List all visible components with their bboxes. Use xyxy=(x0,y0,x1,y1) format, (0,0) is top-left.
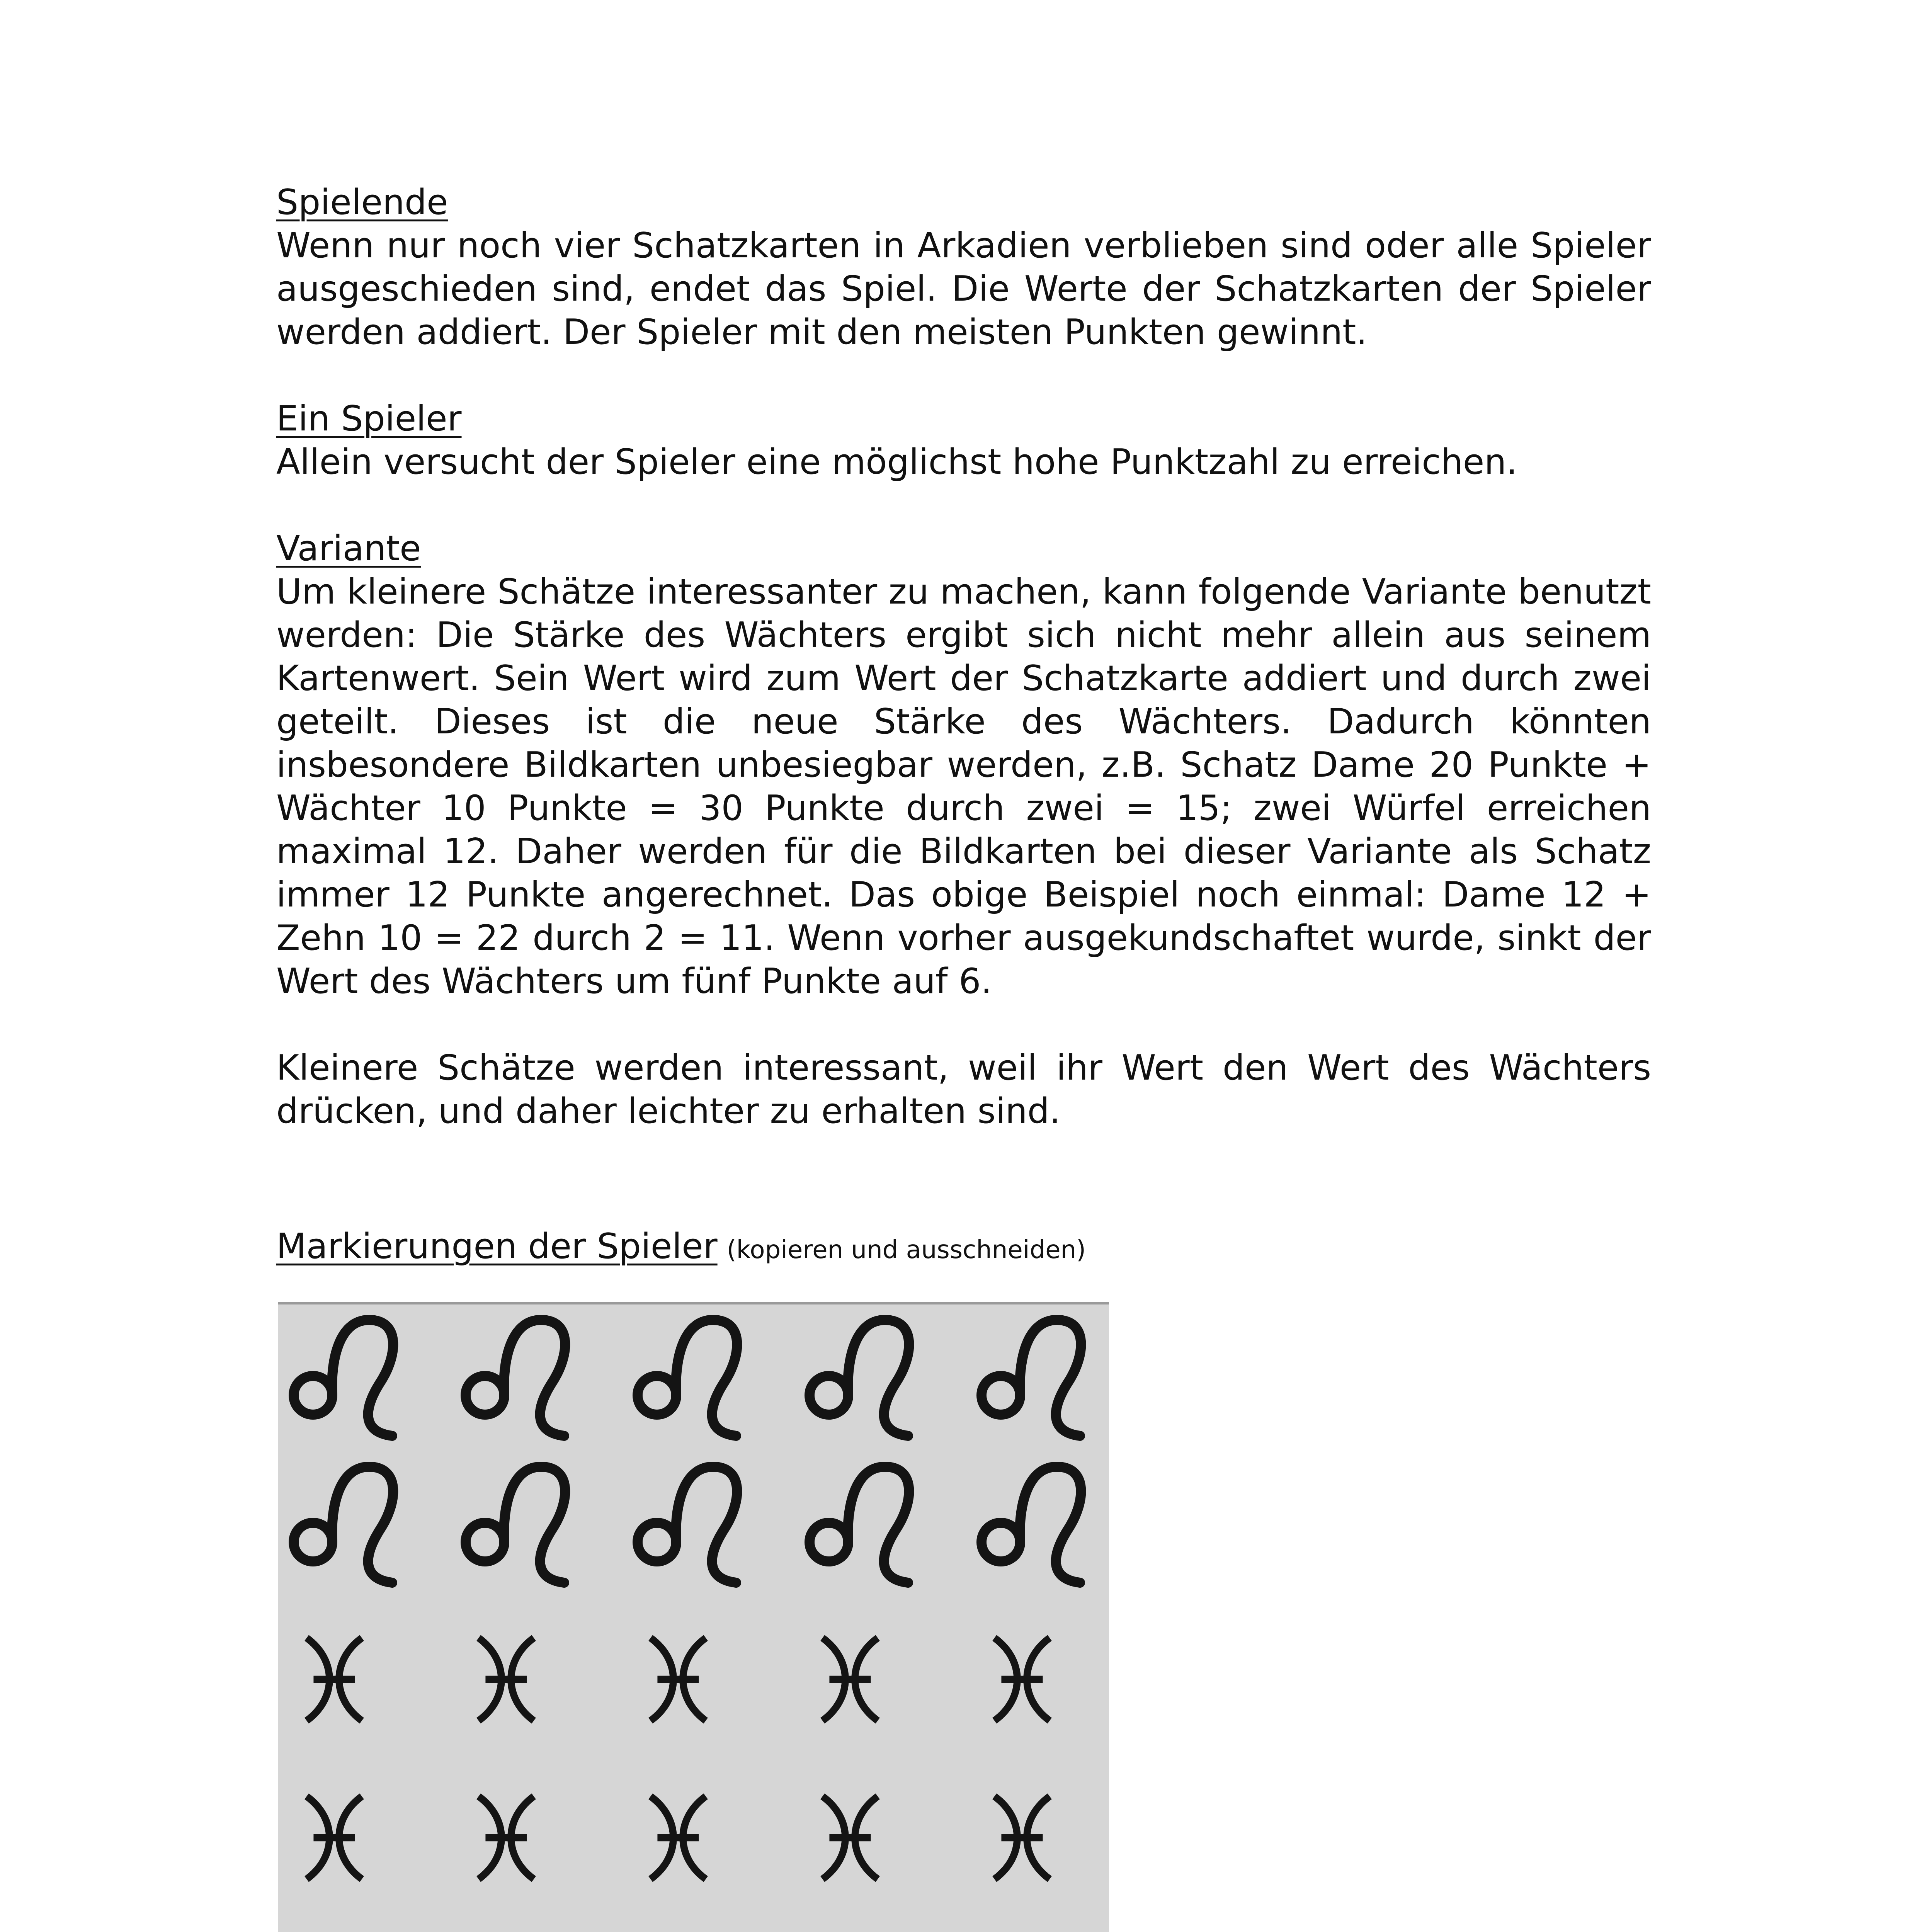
pisces-icon xyxy=(651,1638,706,1721)
leo-icon xyxy=(466,1320,565,1436)
pisces-icon xyxy=(651,1796,706,1879)
leo-icon xyxy=(981,1467,1081,1583)
pisces-icon xyxy=(307,1638,362,1721)
pisces-icon xyxy=(823,1638,878,1721)
section-variante xyxy=(276,527,1651,1003)
heading-ein-spieler: Ein Spieler xyxy=(276,398,462,439)
leo-icon xyxy=(810,1467,909,1583)
paragraph-kleinere-schaetze: Kleinere Schätze werden interessant, weil ihr Wert den Wert des Wächters drücken, und daher leichter zu erhalten sind. xyxy=(276,1048,1651,1131)
heading-variante: Variante xyxy=(276,528,421,569)
heading-spielende: Spielende xyxy=(276,182,448,223)
pisces-icon xyxy=(823,1796,878,1879)
markers-heading xyxy=(276,1225,1086,1272)
pisces-icon xyxy=(479,1796,534,1879)
pisces-icon xyxy=(479,1638,534,1721)
leo-icon xyxy=(466,1467,565,1583)
player-marker-sheet xyxy=(278,1302,1109,1932)
paragraph-ein-spieler: Allein versucht der Spieler eine möglichst hohe Punktzahl zu erreichen. xyxy=(276,442,1517,482)
leo-icon xyxy=(810,1320,909,1436)
leo-icon xyxy=(638,1320,737,1436)
marker-grid xyxy=(278,1304,1109,1932)
section-spielende xyxy=(276,181,1651,354)
paragraph-spielende: Wenn nur noch vier Schatzkarten in Arkadien verblieben sind oder alle Spieler ausgeschieden sind, endet das Spiel. Die Werte der Schatzkarten der Spieler werden addiert. Der Spieler mit den meisten Punkten gewinnt. xyxy=(276,225,1651,352)
markers-title: Markierungen der Spieler xyxy=(276,1226,718,1267)
pisces-icon xyxy=(995,1638,1050,1721)
leo-icon xyxy=(294,1320,393,1436)
text-content xyxy=(276,181,1651,1176)
leo-icon xyxy=(638,1467,737,1583)
section-ein-spieler xyxy=(276,397,1651,484)
leo-icon xyxy=(981,1320,1081,1436)
markers-note: (kopieren und ausschneiden) xyxy=(726,1236,1086,1264)
pisces-icon xyxy=(307,1796,362,1879)
pisces-icon xyxy=(995,1796,1050,1879)
paragraph-variante: Um kleinere Schätze interessanter zu machen, kann folgende Variante benutzt werden: Die Stärke des Wächters ergibt sich nicht mehr allein aus seinem Kartenwert. Sein Wert wird zum Wert der Schatzkarte addiert und durch zwei geteilt. Dieses ist die neue Stärke des Wächters. Dadurch könnten insbesondere Bildkarten unbesiegbar werden, z.B. Schatz Dame 20 Punkte + Wächter 10 Punkte = 30 Punkte durch zwei = 15; zwei Würfel erreichen maximal 12. Daher werden für die Bildkarten bei dieser Variante als Schatz immer 12 Punkte angerechnet. Das obige Beispiel noch einmal: Dame 12 + Zehn 10 = 22 durch 2 = 11. Wenn vorher ausgekundschaftet wurde, sinkt der Wert des Wächters um fünf Punkte auf 6. xyxy=(276,571,1651,1002)
leo-icon xyxy=(294,1467,393,1583)
section-kleinere-schaetze xyxy=(276,1046,1651,1133)
